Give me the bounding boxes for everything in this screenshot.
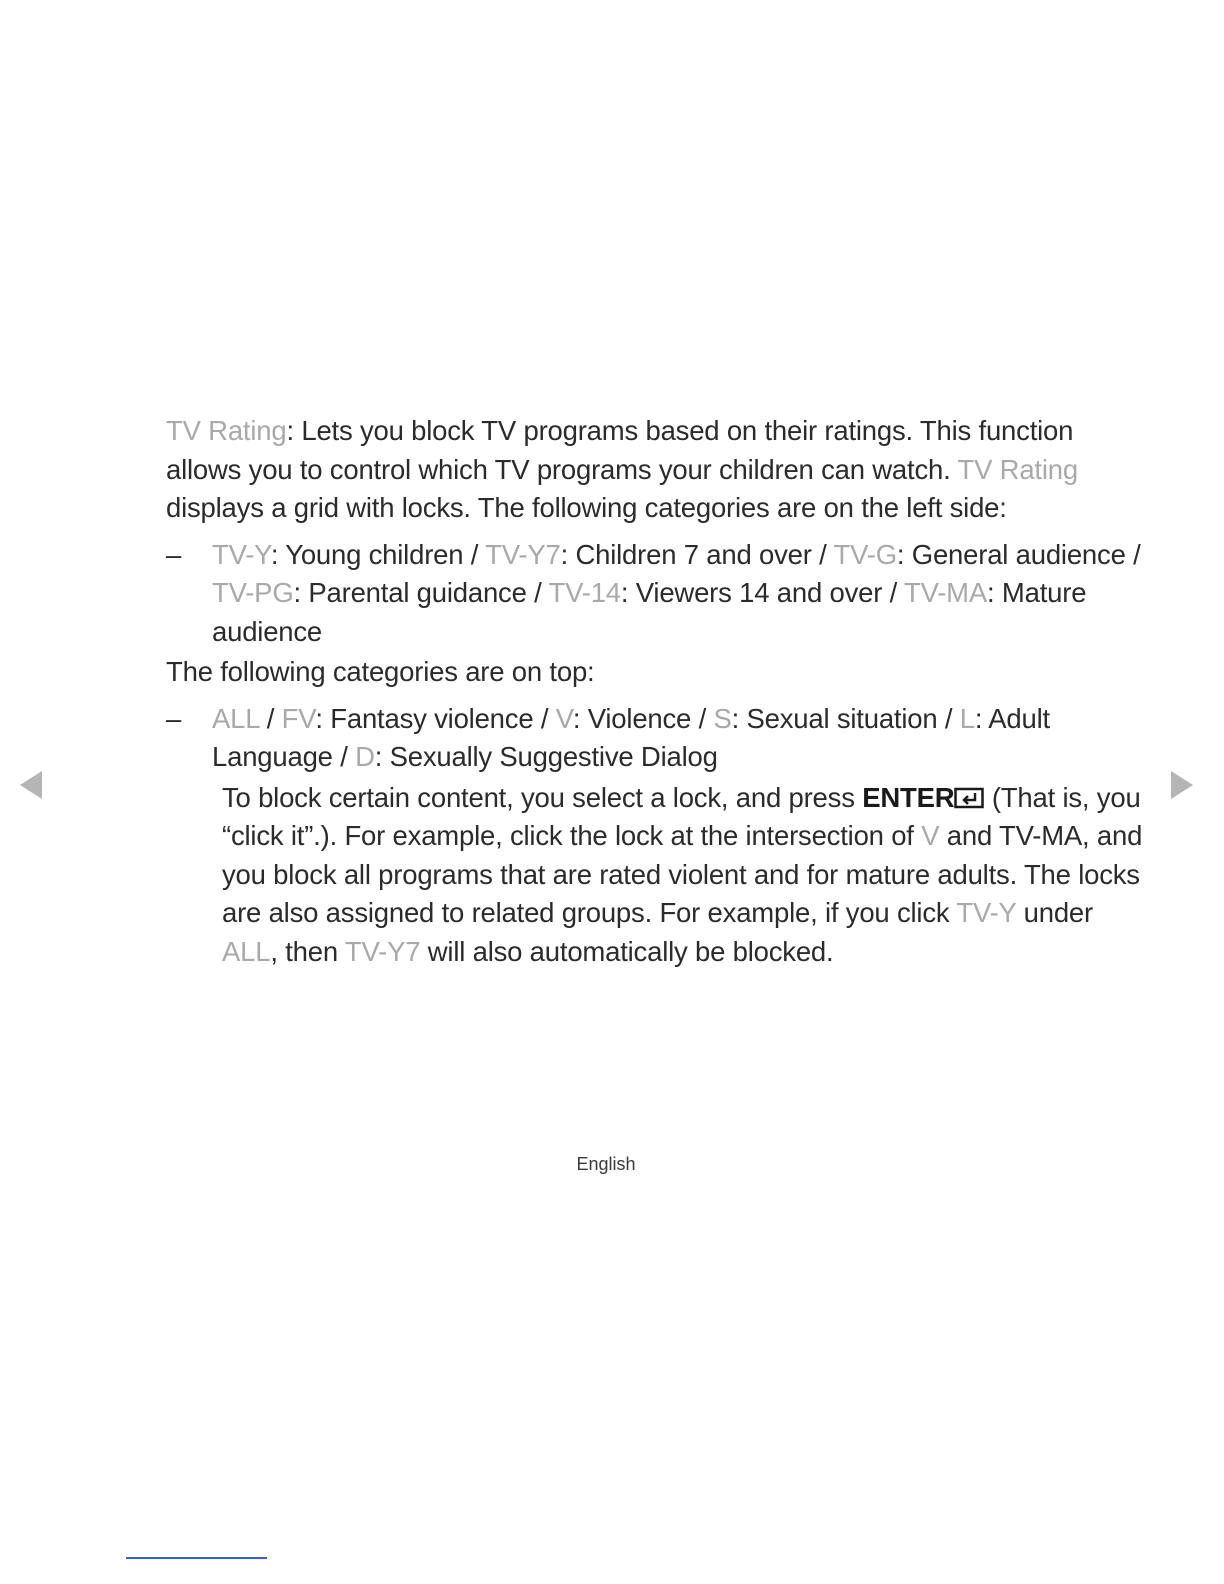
term-tv-14: TV-14 (548, 577, 621, 608)
desc-tv-y: : Young children / (270, 538, 486, 570)
desc-d: : Sexually Suggestive Dialog (374, 741, 718, 772)
term-tv-pg: TV-PG (212, 577, 294, 608)
next-page-arrow-icon[interactable] (1171, 771, 1193, 799)
top-categories-heading: The following categories are on top: (166, 656, 595, 687)
term-tv-y: TV-Y (212, 538, 271, 570)
term-l: L (959, 702, 975, 734)
term-tv-ma: TV-MA (904, 577, 988, 608)
top-categories-list-item (166, 700, 1151, 777)
term-tv-y7-note: TV-Y7 (344, 935, 421, 967)
note-text-1: To block certain content, you select a lock, and press (222, 781, 863, 813)
desc-s: : Sexual situation / (731, 702, 960, 734)
content-body (166, 412, 1151, 971)
footer-language-label: English (576, 1154, 636, 1174)
note-text-6: will also automatically be blocked. (420, 935, 834, 967)
note-text-2: (That is, you “click it”.). For example, click the lock at the intersection of (222, 781, 1141, 851)
desc-fv: : Fantasy violence / (315, 702, 556, 734)
term-tv-g: TV-G (833, 538, 897, 570)
term-v-note: V (921, 820, 940, 851)
term-d: D (355, 741, 375, 772)
note-paragraph (222, 779, 1151, 972)
desc-v: : Violence / (572, 702, 714, 734)
enter-key-label: ENTER (862, 781, 955, 813)
term-all: ALL (212, 702, 260, 734)
desc-tv-pg: : Parental guidance / (293, 577, 549, 608)
note-text-4: under (1016, 897, 1093, 928)
term-tv-rating: TV Rating (166, 415, 287, 446)
bullet-dash: – (166, 538, 182, 570)
bullet-dash: – (166, 702, 182, 734)
note-text-5: , then (270, 935, 345, 967)
term-v: V (555, 702, 573, 734)
intro-paragraph (166, 412, 1151, 528)
term-s: S (713, 702, 732, 734)
term-tv-y-note: TV-Y (956, 897, 1017, 928)
intro-text-1: : Lets you block TV programs based on their ratings. This function allows you to control which TV programs your children can watch. (166, 415, 1074, 485)
footer-link-underline (126, 1557, 267, 1559)
desc-all: / (259, 702, 282, 734)
intro-text-2: displays a grid with locks. The following categories are on the left side: (166, 492, 1007, 523)
desc-l: : Adult Language / (212, 702, 1050, 772)
term-all-note: ALL (222, 935, 271, 967)
previous-page-arrow-icon[interactable] (20, 771, 42, 799)
note-text-3: and TV-MA, and you block all programs that are rated violent and for mature adults. The locks are also assigned to related groups. For example, if you click (222, 820, 1143, 928)
term-fv: FV (281, 702, 316, 734)
left-categories-list-item (166, 536, 1151, 652)
term-tv-y7: TV-Y7 (485, 538, 561, 570)
desc-tv-y7: : Children 7 and over / (560, 538, 834, 570)
desc-tv-14: : Viewers 14 and over / (620, 577, 904, 608)
term-tv-rating-2: TV Rating (957, 453, 1078, 485)
desc-tv-ma: : Mature audience (212, 577, 1087, 647)
desc-tv-g: : General audience / (896, 538, 1141, 570)
enter-key-icon (954, 787, 984, 809)
